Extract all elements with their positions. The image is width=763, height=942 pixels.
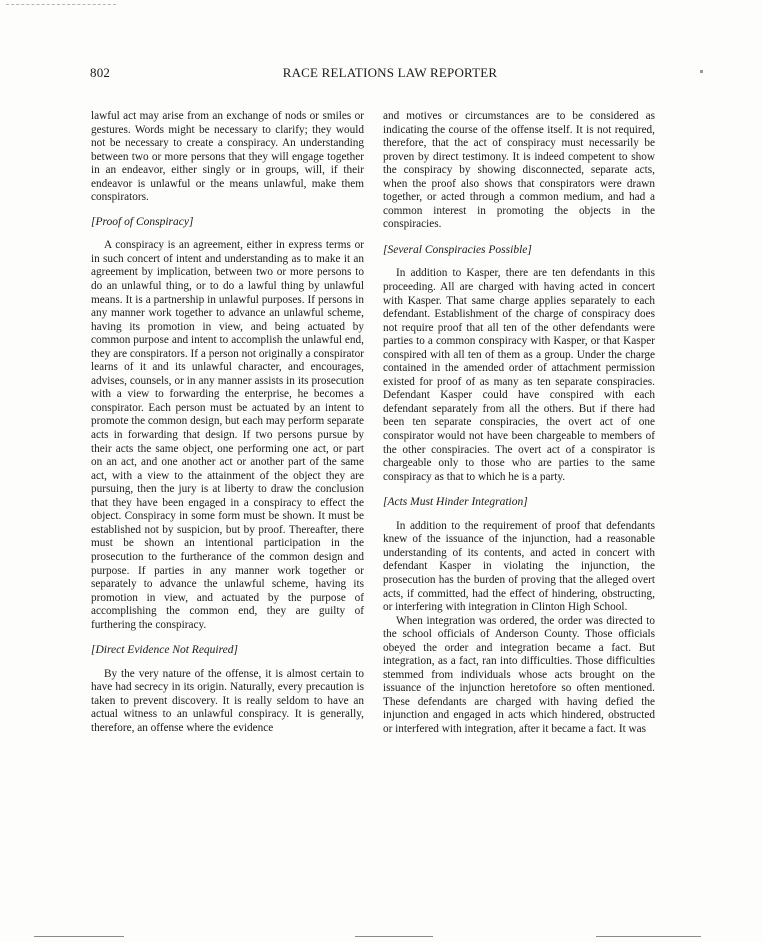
page-number: 802 [90,65,111,80]
section-heading: [Several Conspiracies Possible] [383,243,532,256]
running-head: RACE RELATIONS LAW REPORTER [282,65,498,80]
page-header [90,65,690,85]
section-heading: [Proof of Conspiracy] [91,215,194,228]
right-column [383,110,655,737]
scan-bottom-rule [355,936,433,937]
section-heading: [Acts Must Hinder Integration] [383,496,528,509]
section-heading: [Direct Evidence Not Required] [91,644,239,657]
paragraph: lawful act may arise from an exchange of nods or smiles or gestures. Words might be necessary to clarify; they would not be necessary to create a conspiracy. An understanding between two or more persons that they will engage together in an endeavor, either singly or in groups, will, if their endeavor is unlawful or the means unlawful, make them conspirators. [91,110,364,204]
paragraph: A conspiracy is an agreement, either in express terms or in such concert of intent and understanding as to make it an agreement by implication, between two or more persons to do an unlawful thing, or to do a lawful thing by unlawful means. It is a partnership in unlawful purposes. If persons in any manner work together to advance an unlawful scheme, having its promotion in view, and being actuated by common purpose and intent to accomplish the unlawful end, they are conspirators. If a person not originally a conspirator learns of it and its unlawful character, and encourages, advises, counsels, or in any manner assists in its prosecution with a view to forwarding the enterprise, he becomes a conspirator. Each person must be actuated by an intent to promote the common design, but each may perform separate acts in forwarding that design. If two persons pursue by their acts the same object, one performing one act, or part on an act, and one another act or another part of the same act, with a view to the attainment of the object they are pursuing, then the jury is at liberty to draw the conclusion that they have been engaged in a conspiracy to effect the object. Conspiracy in some form must be shown. It must be established not by suspicion, but by proof. Thereafter, there must be shown an intentional participation in the prosecution to the furtherance of the common design and purpose. If parties in any manner work together or separately to advance the unlawful scheme, having its promotion in view, and actuated by the purpose of accomplishing the common end, they are guilty of furthering the conspiracy. [91,239,364,631]
scan-speck [700,70,703,73]
scan-bottom-rule [34,936,124,937]
paragraph: By the very nature of the offense, it is almost certain to have had secrecy in its origin. Naturally, every precaution is taken to prevent discovery. It is really seldom to have an actual witness to an unlawful conspiracy. It is generally, therefore, an offense where the evidence [91,667,364,734]
paragraph: In addition to Kasper, there are ten defendants in this proceeding. All are charged with having acted in concert with Kasper. That same charge applies separately to each defendant. Establishment of the charge of conspiracy does not require proof that all ten of the other defendants were parties to a common conspiracy with Kasper, or that Kasper conspired with all ten of them as a group. Under the charge contained in the amended order of attachment permission existed for proof of as many as ten separate conspiracies. Defendant Kasper could have conspired with each defendant separately from all the others. But if there had been ten separate conspiracies, the overt act of one conspirator would not have been chargeable to members of the other conspiracies. The overt act of a conspirator is chargeable only to those who are parties to the same conspiracy as that to which he is a party. [383,267,655,483]
scan-edge-mark [6,4,116,5]
paragraph: When integration was ordered, the order was directed to the school officials of Anderson County. Those officials obeyed the order and integration became a fact. But integration, as a fact, ran into difficulties. Those difficulties stemmed from individuals whose acts brought on the issuance of the injunction heretofore so often mentioned. These defendants are charged with having defied the injunction and engaged in acts which hindered, obstructed or interfered with integration, after it became a fact. It was [383,614,655,735]
scan-bottom-rule [596,936,701,937]
paragraph: In addition to the requirement of proof that defendants knew of the issuance of the injunction, had a reasonable understanding of its contents, and acted in concert with defendant Kasper in violating the injunction, the prosecution has the burden of proving that the alleged overt acts, if committed, had the effect of hindering, obstructing, or interfering with integration in Clinton High School. [383,519,655,614]
paragraph: and motives or circumstances are to be considered as indicating the course of the offense itself. It is not required, therefore, that the act of conspiracy must necessarily be proven by direct testimony. It is indeed competent to show the conspiracy by showing disconnected, separate acts, when the proof also shows that conspirators were drawn together, or acted through a common medium, and had a common interest in promoting the objects in the conspiracies. [383,110,655,231]
left-column [91,110,364,736]
